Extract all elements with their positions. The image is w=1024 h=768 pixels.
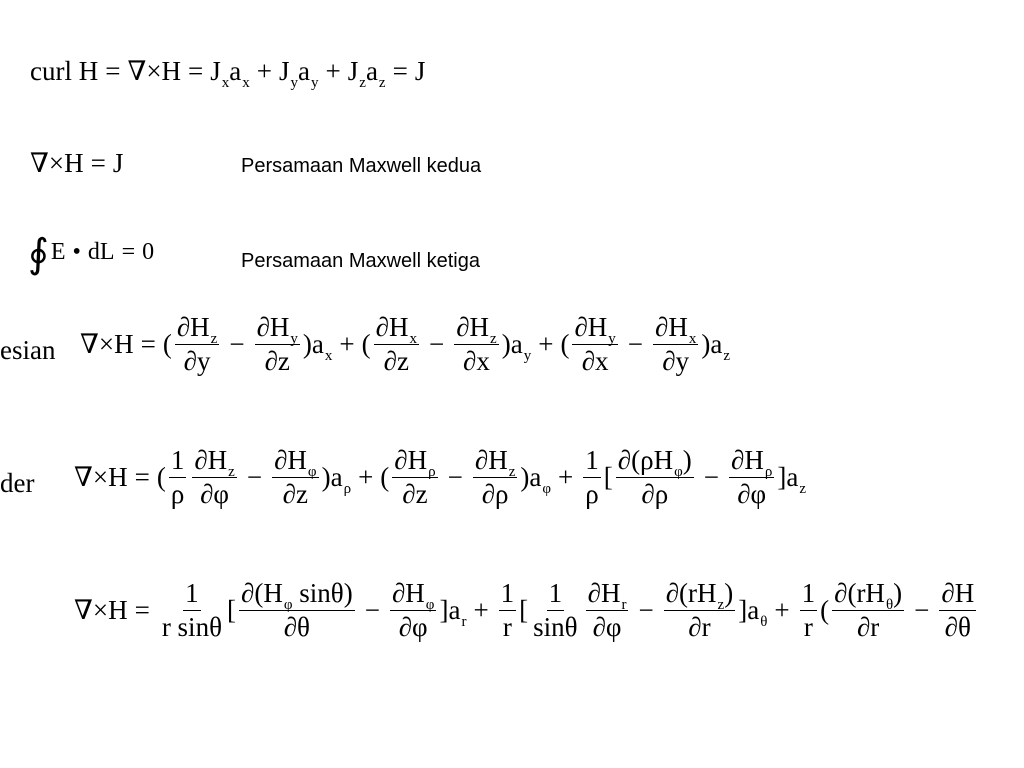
spherical-curl-equation: ∇×H = $\frac{1}{\text{r sinθ}}$ [ $\frac{\partial(H_\varphi \sin\theta)}{\partial\theta}$ − $\frac{\partial H_\varphi}{\partial\varphi}$ ]$a_r$ + $\frac{1}{r}$ [ $\frac{1}{\sin\theta}$ $\frac{\partial H_r}{\partial\varphi}$ − $\frac{\partial(rH_z)}{\partial r}$ ]$a_\theta$ + $\frac{1}{r}$ ( $\frac{\partial(rH_\theta)}{\partial r}$ − $\frac{\partial H}{\partial\theta}$ xyxy=(74,578,975,642)
curl-equals-j-equation: ∇×H = J xyxy=(30,148,124,178)
curl-definition-equation: curl H = ∇×H = $J_xa_x$ + $J_ya_y$ + $J_za_z$ = J xyxy=(30,56,426,91)
cartesian-curl-equation: ∇×H = ( $\frac{\partial H_z}{\partial y}$ − $\frac{\partial H_y}{\partial z}$ )$a_x$ + ( $\frac{\partial H_x}{\partial z}$ − $\frac{\partial H_z}{\partial x}$ )$a_y$ + ( $\frac{\partial H_y}{\partial x}$ − $\frac{\partial H_x}{\partial y}$ )$a_z$ xyxy=(80,312,731,376)
cylindrical-curl-equation: ∇×H = ( $\frac{1}{\rho}$ $\frac{\partial H_z}{\partial\varphi}$ − $\frac{\partial H_\varphi}{\partial z}$ )$a_\rho$ + ( $\frac{\partial H_\rho}{\partial z}$ − $\frac{\partial H_z}{\partial\rho}$ )$a_\varphi$ + $\frac{1}{\rho}$ [ $\frac{\partial(\rho H_\varphi)}{\partial\rho}$ − $\frac{\partial H_\rho}{\partial\varphi}$ ]$a_z$ xyxy=(74,445,806,509)
label-maxwell-second: Persamaan Maxwell kedua xyxy=(241,155,482,177)
label-cartesian-partial: esian xyxy=(0,335,56,365)
closed-line-integral-equation: ∮ E • dL = 0 xyxy=(28,231,155,276)
label-maxwell-third: Persamaan Maxwell ketiga xyxy=(241,250,480,272)
label-cylinder-partial: der xyxy=(0,468,35,498)
